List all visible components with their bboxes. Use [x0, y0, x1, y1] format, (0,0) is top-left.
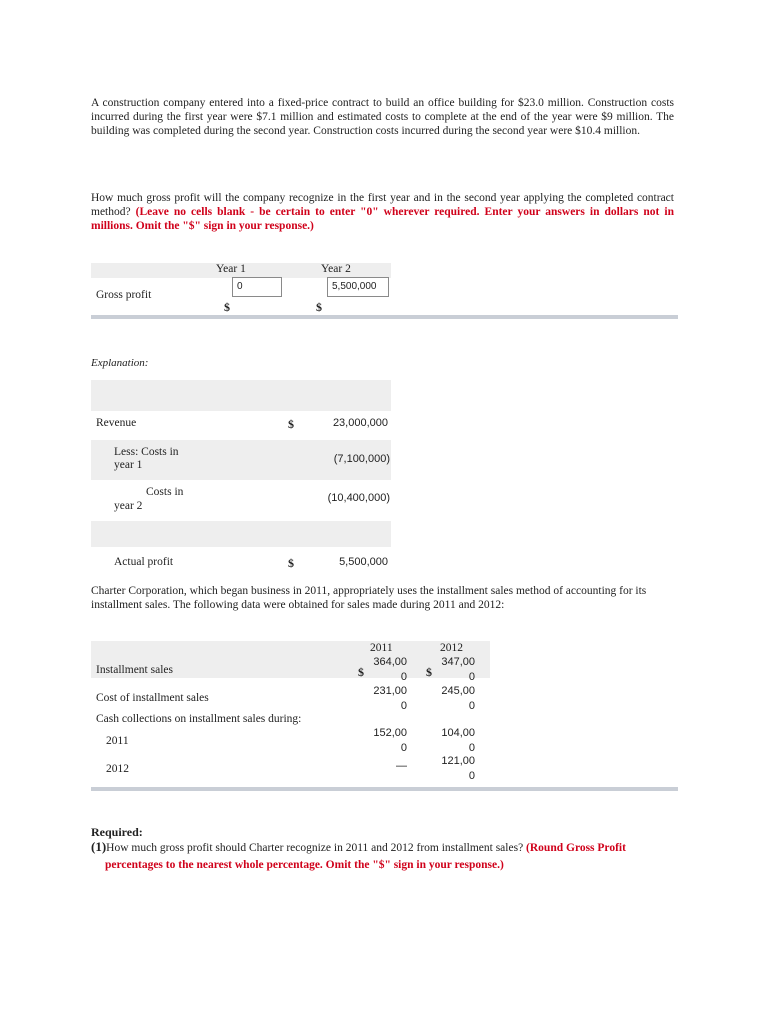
- row-2011-label: 2011: [106, 735, 129, 747]
- col-year1: Year 1: [216, 263, 246, 275]
- installment-sales-2011-b: 0: [400, 671, 407, 683]
- actual-value: 5,500,000: [339, 556, 388, 568]
- cost-2012-a: 245,00: [441, 685, 475, 697]
- cost-2011-a: 231,00: [373, 685, 407, 697]
- less-label-line1: Less: Costs in: [114, 446, 179, 458]
- installment-sales-2012-a: 347,00: [441, 656, 475, 668]
- collections-2012-2011: —: [396, 760, 407, 772]
- installment-sales-2011-a: 364,00: [373, 656, 407, 668]
- collections-2011-2012-b: 0: [468, 742, 475, 754]
- answer-table-header: [91, 263, 391, 278]
- revenue-label: Revenue: [96, 417, 137, 429]
- required-question-line: [91, 839, 691, 855]
- required-label: Required:: [91, 825, 143, 839]
- collections-2011-2012-a: 104,00: [441, 727, 475, 739]
- required-instruction-1: (Round Gross Profit: [526, 842, 626, 854]
- collections-2012-2012-a: 121,00: [441, 755, 475, 767]
- col-2011: 2011: [370, 642, 393, 654]
- col-2012: 2012: [440, 642, 463, 654]
- year2-input[interactable]: 5,500,000: [327, 277, 389, 297]
- less-label-line2: year 1: [114, 459, 143, 471]
- year1-input[interactable]: 0: [232, 277, 282, 297]
- collections-2011-2011-b: 0: [400, 742, 407, 754]
- row-installment-sales-label: Installment sales: [96, 664, 173, 676]
- problem1-intro: A construction company entered into a fixed-price contract to build an office building for $23.0 million. Construction costs incurred during the first year were $7.1 million and estimated costs to complete at the end of the year were $9 million. The building was completed during the second year. Construction costs incurred during the second year were $10.4 million.: [91, 97, 674, 137]
- row-2012-label: 2012: [106, 763, 129, 775]
- collections-2012-2012-b: 0: [468, 770, 475, 782]
- problem2-intro: Charter Corporation, which began business in 2011, appropriately uses the installment sales method of accounting for its installment sales. The following data were obtained for sales made during 2011 and 2012:: [91, 585, 647, 611]
- costs-value: (10,400,000): [327, 492, 390, 504]
- question-text: How much gross profit will the company recognize in the first year and in the second year applying the completed contract method?: [91, 192, 674, 218]
- required-instruction-2: percentages to the nearest whole percentage. Omit the "$" sign in your response.): [105, 859, 504, 871]
- year1-currency: $: [224, 300, 230, 314]
- revenue-currency: $: [288, 417, 294, 431]
- installment-sales-currency-2012: $: [426, 665, 432, 679]
- gross-profit-label: Gross profit: [96, 289, 152, 301]
- costs-label-line1: Costs in: [146, 486, 184, 498]
- installment-sales-2012-b: 0: [468, 671, 475, 683]
- row-cost-label: Cost of installment sales: [96, 692, 209, 704]
- required-question: How much gross profit should Charter recognize in 2011 and 2012 from installment sales?: [106, 842, 524, 854]
- explanation-label: Explanation:: [91, 357, 149, 369]
- installment-sales-currency-2011: $: [358, 665, 364, 679]
- revenue-value: 23,000,000: [332, 417, 388, 429]
- actual-currency: $: [288, 556, 294, 570]
- actual-profit-label: Actual profit: [114, 556, 174, 568]
- explanation-header-bg: [91, 380, 391, 411]
- problem1-question: [91, 191, 674, 233]
- less-value: (7,100,000): [333, 453, 390, 465]
- cost-2012-b: 0: [468, 700, 475, 712]
- question-instruction: (Leave no cells blank - be certain to enter "0" wherever required. Enter your answers in dollars not in millions. Omit the "$" sign in your response.): [91, 206, 674, 232]
- blank-row-bg: [91, 521, 391, 547]
- col-year2: Year 2: [321, 263, 351, 275]
- collections-2011-2011-a: 152,00: [373, 727, 407, 739]
- cost-2011-b: 0: [400, 700, 407, 712]
- required-number: (1): [91, 839, 107, 854]
- year2-currency: $: [316, 300, 322, 314]
- installment-divider: [91, 787, 678, 791]
- answer-divider: [91, 315, 678, 319]
- row-collections-label: Cash collections on installment sales during:: [96, 713, 302, 725]
- costs-label-line2: year 2: [114, 500, 143, 512]
